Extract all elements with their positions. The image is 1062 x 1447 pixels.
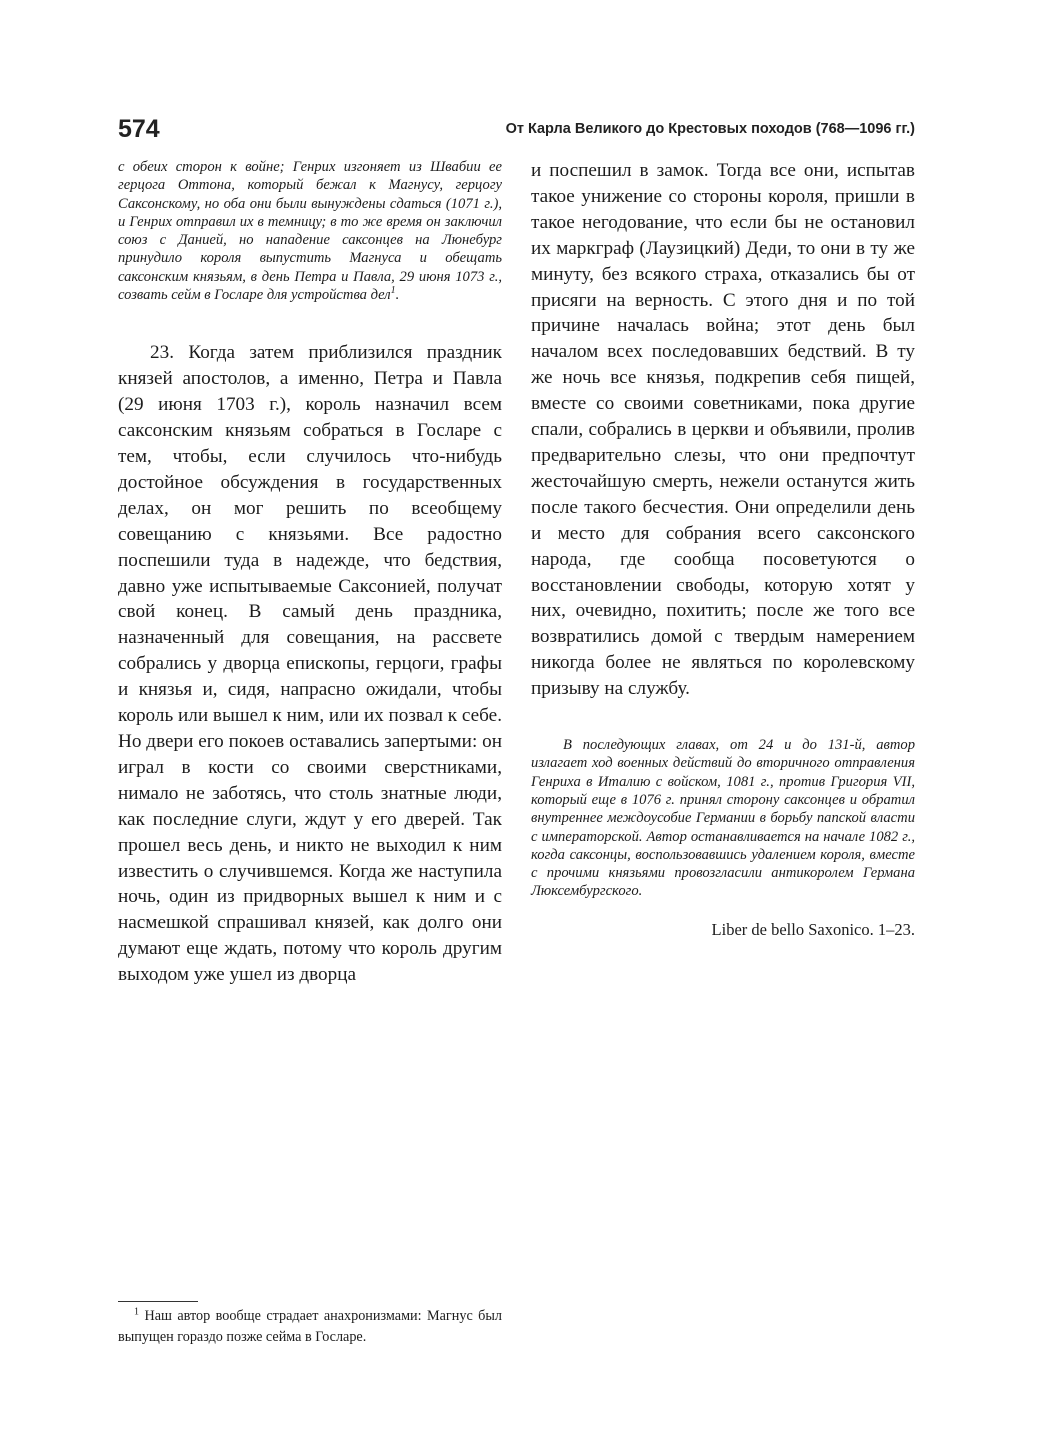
footnote-reference: 1 — [390, 285, 396, 297]
paragraph-continued: и поспешил в замок. Тогда все они, испытав такое унижение со стороны короля, пришли в такое негодование, что если бы не остановил их маркграф (Лаузицкий) Деди, то они в ту же минуту, без всякого страха, отказались бы от присяги на верность. С этого дня и по той причине началась война; этот день был началом всех последовавших бедствий. В ту же ночь все князья, подкрепив себя пищей, вместе со своими советниками, пока другие спали, собрались в церкви и объявили, пролив предварительно слезы, что они предпочтут жесточайшую смерть, нежели останутся жить после такого бесчестия. Они определили день и место для собрания всего саксонского народа, где сообща посоветуются о восстановлении свободы, которую хотят у них, очевидно, похитить; после же того все возвратились домой с твердым намерением никогда более не являться по королевскому призыву на службу. — [531, 160, 915, 700]
page-number: 574 — [118, 115, 160, 143]
footnote-mark: 1 — [134, 1306, 139, 1318]
footnote — [118, 1306, 502, 1347]
running-title: От Карла Великого до Крестовых походов (768—1096 гг.) — [505, 121, 915, 137]
footnote-text: Наш автор вообще страдает анахронизмами: Магнус был выпущен гораздо позже сейма в Госларе. — [118, 1308, 503, 1345]
paragraph-23: 23. Когда затем приблизился праздник князей апостолов, а именно, Петра и Павла (29 июня 1703 г.), король назначил всем саксонским князьям собраться в Госларе с тем, чтобы, если случилось что-нибудь достойное обсуждения в государственных делах, он мог решить по всеобщему совещанию с князьями. Все радостно поспешили туда в надежде, что бедствия, давно уже испытываемые Саксонией, получат свой конец. В самый день праздника, назначенный для совещания, на рассвете собрались у дворца епископы, герцоги, графы и князья и, сидя, напрасно ожидали, чтобы король или вышел к ним, или их позвал к себе. Но двери его покоев оставались запертыми: он играл в кости со своими сверстниками, нимало не заботясь, что столь знатные люди, как последние слуги, ждут у его дверей. Так прошел весь день, и никто не выходил к ним известить о случившемся. Когда же наступила ночь, один из придворных вышел к ним и с насмешкой спрашивал князей, как долго они думают еще ждать, потому что король другим выходом уже ушел из дворца — [118, 342, 502, 986]
footnote-separator — [118, 1301, 198, 1302]
chapter-summary-text: с обеих сторон к войне; Генрих изгоняет из Швабии ее герцога Оттона, который бежал к Магнусу, герцогу Саксонскому, но оба они были вынуждены сдаться (1071 г.), и Генрих отправил их в темницу; в то же время он заключил союз с Данией, но нападение саксонцев на Люнебург принудило короля выпустить Магнуса и обещать саксонским князьям, в день Петра и Павла, 29 июня 1073 г., созвать сейм в Госларе для устройства дел — [118, 159, 502, 304]
editor-note: В последующих главах, от 24 и до 131-й, автор излагает ход военных действий до вторичного отправления Генриха в Италию с войском, 1081 г., против Григория VII, который еще в 1076 г. принял сторону саксонцев и обратил внутреннее междоусобие Германии в борьбу папской власти с императорской. Автор останавливается на начале 1082 г., когда саксонцы, воспользовавшись удалением короля, вместе с прочими князьями провозгласили антикоролем Германа Люксембургского. — [531, 737, 915, 900]
source-citation: Liber de bello Saxonico. 1–23. — [711, 919, 915, 939]
chapter-summary — [118, 158, 502, 304]
right-column — [531, 158, 915, 941]
left-column — [118, 158, 502, 988]
chapter-summary-end: . — [395, 287, 400, 304]
page-header — [118, 112, 915, 146]
